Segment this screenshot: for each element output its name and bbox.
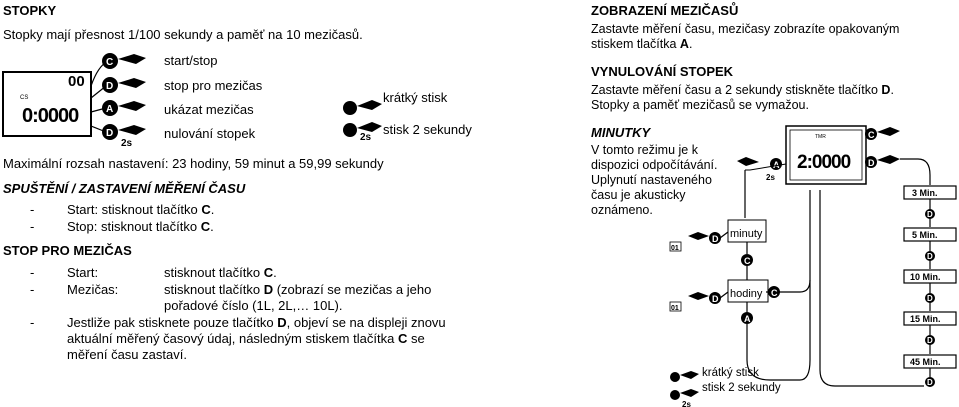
label-split-stop: stop pro mezičas bbox=[164, 78, 263, 93]
svg-text:2:0000: 2:0000 bbox=[797, 152, 851, 173]
svg-text:D: D bbox=[927, 294, 933, 303]
timer-line-2: dispozici odpočítávání. bbox=[591, 158, 718, 172]
svg-text:C: C bbox=[744, 256, 751, 266]
svg-text:3 Min.: 3 Min. bbox=[912, 188, 938, 198]
svg-text:D: D bbox=[712, 294, 719, 304]
intro-text: Stopky mají přesnost 1/100 sekundy a paměť na 10 mezičasů. bbox=[3, 27, 363, 42]
timer-button-a-hours-icon bbox=[741, 312, 753, 324]
section-split-title: STOP PRO MEZIČAS bbox=[3, 243, 132, 258]
split-item-3-line2: aktuální měřený časový údaj, následným stiskem tlačítka C se bbox=[67, 331, 425, 346]
label-start-stop: start/stop bbox=[164, 53, 218, 68]
timer-button-a-icon bbox=[737, 157, 782, 182]
preset-3-min bbox=[904, 186, 956, 199]
label-show-split: ukázat mezičas bbox=[164, 102, 254, 117]
timer-button-d-minutes-icon bbox=[670, 232, 721, 252]
svg-text:A: A bbox=[773, 160, 780, 170]
svg-text:D: D bbox=[106, 81, 114, 92]
svg-text:A: A bbox=[744, 314, 751, 324]
svg-text:A: A bbox=[106, 104, 114, 115]
timer-button-d-hours-icon bbox=[670, 292, 721, 312]
lcd-small-tag: CS bbox=[20, 95, 29, 101]
svg-text:TMR: TMR bbox=[815, 134, 826, 140]
timer-legend-short: krátký stisk bbox=[702, 367, 759, 379]
long-press-icon bbox=[343, 122, 382, 143]
page-title: STOPKY bbox=[3, 3, 57, 18]
timer-lcd bbox=[786, 126, 866, 184]
box-hours: hodiny bbox=[730, 288, 763, 300]
svg-text:2s: 2s bbox=[121, 138, 133, 149]
timer-button-d-icon bbox=[865, 155, 900, 168]
svg-text:D: D bbox=[712, 234, 719, 244]
timer-diagram bbox=[660, 120, 959, 407]
timer-button-c-minutes-icon bbox=[741, 254, 753, 266]
reset-text-2: Stopky a paměť mezičasů se vymažou. bbox=[591, 98, 809, 112]
timer-button-c-hours-icon bbox=[768, 286, 780, 298]
svg-text:2s: 2s bbox=[360, 132, 372, 143]
svg-text:01: 01 bbox=[671, 245, 679, 252]
preset-5-min bbox=[904, 228, 956, 241]
splits-text-2: stiskem tlačítka A. bbox=[591, 37, 693, 51]
svg-text:D: D bbox=[927, 336, 933, 345]
svg-text:D: D bbox=[927, 378, 933, 387]
svg-text:D: D bbox=[927, 210, 933, 219]
range-text: Maximální rozsah nastavení: 23 hodiny, 59 minut a 59,99 sekundy bbox=[3, 156, 384, 171]
short-press-icon bbox=[343, 100, 382, 115]
timer-long-press-icon bbox=[670, 389, 699, 407]
svg-text:D: D bbox=[106, 128, 114, 139]
button-a-icon bbox=[102, 100, 146, 116]
svg-text:C: C bbox=[106, 57, 114, 68]
button-c-icon bbox=[102, 53, 146, 69]
splits-title: ZOBRAZENÍ MEZIČASŮ bbox=[591, 3, 739, 18]
svg-text:C: C bbox=[868, 130, 875, 140]
box-minutes: minuty bbox=[730, 228, 763, 240]
svg-text:45 Min.: 45 Min. bbox=[910, 357, 941, 367]
timer-legend-long: stisk 2 sekundy bbox=[702, 382, 781, 394]
label-long-press: stisk 2 sekundy bbox=[383, 122, 472, 137]
stopwatch-lcd bbox=[3, 72, 91, 136]
button-d-icon bbox=[102, 77, 146, 93]
timer-title: MINUTKY bbox=[591, 125, 651, 140]
preset-10-min bbox=[904, 270, 956, 283]
section-start-stop-title: SPUŠTĚNÍ / ZASTAVENÍ MĚŘENÍ ČASU bbox=[3, 181, 246, 196]
svg-text:10 Min.: 10 Min. bbox=[910, 272, 941, 282]
svg-text:D: D bbox=[868, 158, 875, 168]
reset-title: VYNULOVÁNÍ STOPEK bbox=[591, 64, 734, 79]
split-item-3-line3: měření času zastaví. bbox=[67, 347, 187, 362]
timer-line-1: V tomto režimu je k bbox=[591, 143, 698, 157]
preset-45-min bbox=[904, 355, 956, 368]
splits-text-1: Zastavte měření času, mezičasy zobrazíte opakovaným bbox=[591, 22, 900, 36]
reset-text-1: Zastavte měření času a 2 sekundy stiskněte tlačítko D. bbox=[591, 83, 894, 97]
timer-short-press-icon bbox=[670, 371, 699, 382]
label-reset: nulování stopek bbox=[164, 126, 256, 141]
svg-text:D: D bbox=[927, 252, 933, 261]
svg-text:2s: 2s bbox=[682, 400, 691, 407]
svg-text:01: 01 bbox=[671, 305, 679, 312]
svg-text:15 Min.: 15 Min. bbox=[910, 314, 941, 324]
timer-button-c-icon bbox=[865, 127, 900, 140]
preset-15-min bbox=[904, 312, 956, 325]
svg-text:2s: 2s bbox=[766, 173, 775, 182]
timer-line-3: Uplynutí nastaveného bbox=[591, 173, 712, 187]
svg-text:C: C bbox=[771, 288, 778, 298]
label-short-press: krátký stisk bbox=[383, 90, 448, 105]
timer-line-5: oznámeno. bbox=[591, 203, 653, 217]
lcd-main-digits: 0:0000 bbox=[22, 105, 79, 127]
split-item-2-line2: pořadové číslo (1L, 2L,… 10L). bbox=[164, 298, 343, 313]
lcd-top-digits: 00 bbox=[68, 73, 85, 90]
svg-text:5 Min.: 5 Min. bbox=[912, 230, 938, 240]
timer-line-4: času je akusticky bbox=[591, 188, 686, 202]
button-d-long-icon bbox=[102, 124, 146, 149]
